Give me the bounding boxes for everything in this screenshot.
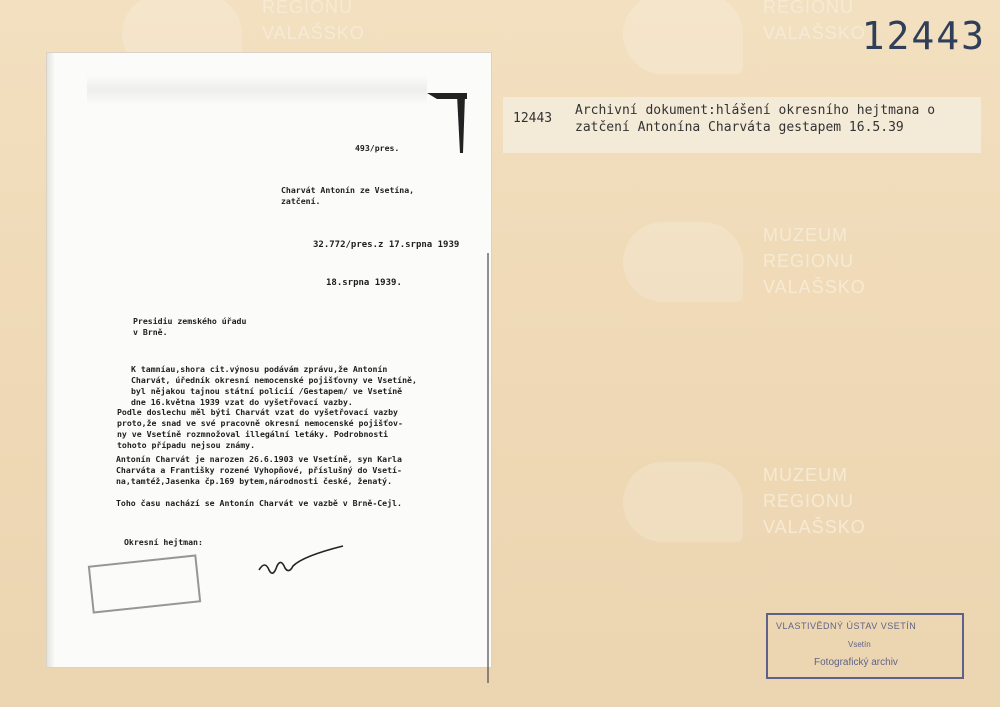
caption-label bbox=[503, 97, 981, 153]
document-paragraph: Toho času nachází se Antonín Charvát ve vazbě v Brně-Cejl. bbox=[116, 498, 402, 508]
handwritten-signature bbox=[255, 540, 345, 580]
card-number: 12443 bbox=[861, 14, 986, 58]
document-reference: 493/pres. bbox=[355, 143, 400, 153]
watermark-text: VALAŠSKO bbox=[763, 517, 866, 537]
document-paragraph: Antonín Charvát je narozen 26.6.1903 ve Vsetíně, syn Karla Charváta a Františky rozené Vyhopňové, příslušný do Vsetí- na,tamtéž,Jasenka čp.169 bytem,národnosti české, ženatý. bbox=[116, 454, 402, 486]
watermark-text: REGIONU bbox=[262, 0, 354, 17]
museum-watermark bbox=[763, 222, 866, 300]
document-closing: Okresní hejtman: bbox=[124, 537, 203, 547]
document-paragraph: K tamníau,shora cit.výnosu podávám zprávu,že Antonín Charvát, úředník okresní nemocenské pojišťovny ve Vsetíně, byl nějakou tajnou státní policií /Gestapem/ ve Vsetíně dne 16.května 1939 vzat do vyšetřovací vazby. bbox=[131, 364, 417, 407]
document-paragraph: Podle doslechu měl býti Charvát vzat do vyšetřovací vazby proto,že snad ve své pracovně okresní nemocenské pojišťov- ny ve Vsetíně rozmnožoval illegální letáky. Podrobnosti tohoto případu nejsou známy. bbox=[117, 407, 403, 450]
photo-blur bbox=[87, 75, 427, 105]
museum-watermark bbox=[763, 462, 866, 540]
caption-number: 12443 bbox=[513, 111, 553, 126]
watermark-text: REGIONU bbox=[763, 0, 855, 17]
stamp-line: VLASTIVĚDNÝ ÚSTAV VSETÍN bbox=[776, 621, 917, 631]
document-address: Presidiu zemského úřadu v Brně. bbox=[133, 316, 247, 337]
museum-logo-icon bbox=[623, 0, 743, 74]
margin-line bbox=[487, 253, 489, 683]
watermark-text: REGIONU bbox=[763, 491, 855, 511]
watermark-text: REGIONU bbox=[763, 251, 855, 271]
document-date: 18.srpna 1939. bbox=[326, 278, 402, 288]
caption-text: Archivní dokument:hlášení okresního hejtmana o zatčení Antonína Charváta gestapem 16.5.39 bbox=[575, 103, 936, 135]
stamp-line: Vsetín bbox=[848, 640, 871, 649]
watermark-text: MUZEUM bbox=[763, 225, 848, 245]
museum-logo-icon bbox=[623, 222, 743, 302]
document-subject: Charvát Antonín ze Vsetína, zatčení. bbox=[281, 185, 415, 206]
watermark-text: MUZEUM bbox=[763, 465, 848, 485]
watermark-text: VALAŠSKO bbox=[262, 23, 365, 43]
stamp-line: Fotografický archiv bbox=[814, 657, 898, 668]
watermark-text: VALAŠSKO bbox=[763, 277, 866, 297]
corner-fold-mark bbox=[427, 93, 467, 153]
document-reference-2: 32.772/pres.z 17.srpna 1939 bbox=[313, 240, 460, 250]
museum-watermark bbox=[763, 0, 866, 46]
photo-edge bbox=[47, 53, 55, 667]
watermark-text: VALAŠSKO bbox=[763, 23, 866, 43]
museum-logo-icon bbox=[623, 462, 743, 542]
museum-watermark bbox=[262, 0, 365, 46]
archive-stamp bbox=[766, 613, 964, 679]
